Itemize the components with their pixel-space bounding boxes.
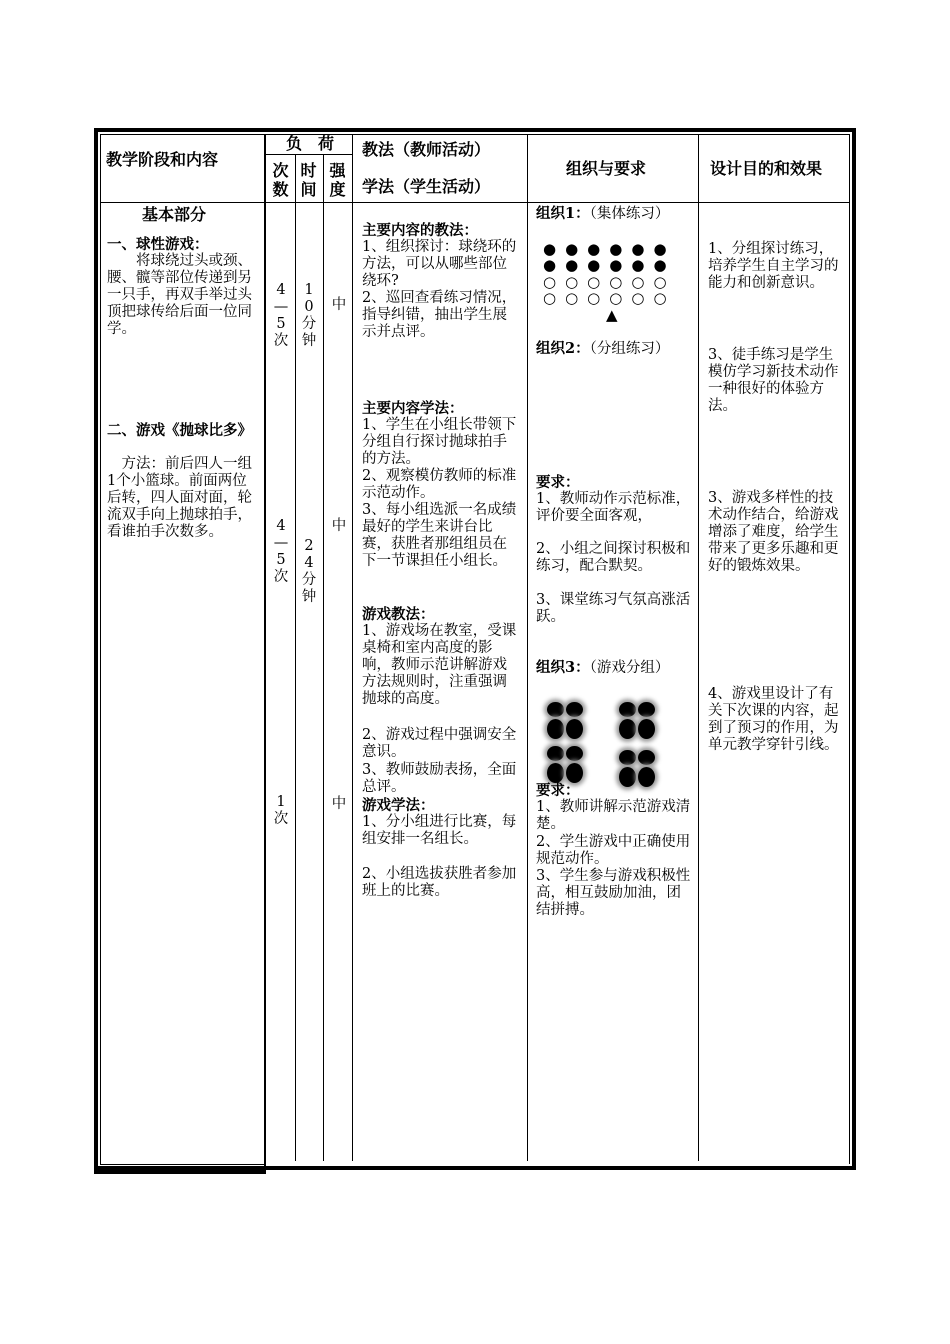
org2-heading	[536, 340, 692, 358]
load-time-1-char: 分	[301, 316, 317, 332]
teach-method-item: 2、巡回查看练习情况，指导纠错，抽出学生展示并点评。	[362, 290, 517, 340]
player-icon	[638, 750, 655, 765]
org3-heading	[536, 659, 692, 677]
req1-item: 1、教师动作示范标准，评价要全面客观，	[536, 491, 691, 524]
header-learn-method: 学法（学生活动）	[362, 177, 491, 196]
header-organization: 组织与要求	[566, 159, 647, 178]
stage-title: 基本部分	[142, 205, 207, 224]
load-time-1-char: 钟	[301, 333, 317, 349]
inner-border-right	[849, 134, 850, 1164]
inner-border-left	[100, 134, 101, 1164]
org2-note: （分组练习）	[589, 341, 670, 357]
game-group-figure	[616, 700, 664, 738]
load-time-2-char: 分	[301, 572, 317, 588]
game-group-figure	[616, 748, 664, 786]
player-icon	[619, 750, 636, 765]
teach-method-item: 1、组织探讨：球绕环的方法，可以从哪些部位绕环?	[362, 239, 517, 289]
load-count-2-char: 4	[276, 518, 286, 534]
org3-note: （游戏分组）	[589, 660, 670, 676]
header-bottom-line	[100, 202, 850, 203]
game-learn-title: 游戏学法：	[362, 797, 435, 814]
header-purpose: 设计目的和效果	[710, 159, 823, 178]
load-count-1	[272, 282, 290, 350]
teach-method-title: 主要内容的教法：	[362, 222, 478, 239]
col-sep-3	[323, 155, 324, 1161]
header-teach-method: 教法（教师活动）	[362, 140, 491, 159]
game-teach-title: 游戏教法：	[362, 606, 435, 623]
load-count-2	[272, 518, 290, 586]
purpose-item: 1、分组探讨练习，培养学生自主学习的能力和创新意识。	[708, 241, 839, 291]
load-intensity-2: 中	[331, 518, 347, 534]
inner-border-top	[100, 134, 850, 135]
load-count-2-char: 5	[276, 552, 286, 568]
game-teach-item: 1、游戏场在教室，受课桌椅和室内高度的影响，教师示范讲解游戏方法规则时，注重强调抛球的高度。	[362, 623, 517, 707]
org1-note: （集体练习）	[589, 206, 670, 222]
player-icon	[638, 719, 655, 739]
purpose-item: 4、游戏里设计了有关下次课的内容，起到了预习的作用，为单元教学穿针引线。	[708, 686, 839, 753]
col-sep-4	[352, 134, 353, 1161]
load-count-2-char: 次	[273, 569, 289, 585]
teacher-triangle-icon: ▲	[606, 306, 618, 324]
req1-item: 3、课堂练习气氛高涨活跃。	[536, 592, 691, 625]
load-count-1-char: 次	[273, 333, 289, 349]
player-icon	[547, 746, 564, 761]
player-icon	[547, 719, 564, 739]
load-count-3-char: 1	[276, 794, 286, 810]
formation-filled-row: ●●●●●●	[543, 240, 676, 258]
col-sep-6	[698, 134, 699, 1161]
player-icon	[547, 702, 564, 717]
formation-hollow-row: ○○○○○○	[543, 289, 676, 307]
learn-method-item: 2、观察模仿教师的标准示范动作。	[362, 468, 517, 501]
player-icon	[638, 702, 655, 717]
load-time-1-char: 1	[304, 282, 314, 298]
learn-method-title: 主要内容学法：	[362, 400, 464, 417]
header-stage-content: 教学阶段和内容	[106, 150, 219, 169]
stage-item1-title: 一、球性游戏：	[107, 236, 209, 253]
game-teach-item: 3、教师鼓励表扬，全面总评。	[362, 762, 517, 795]
player-icon	[619, 702, 636, 717]
game-teach-item: 2、游戏过程中强调安全意识。	[362, 727, 517, 760]
stage-item2-title: 二、游戏《抛球比多》	[107, 422, 252, 439]
player-icon	[566, 763, 583, 783]
col-sep-1	[264, 134, 266, 1170]
req1-title: 要求：	[536, 474, 580, 491]
game-learn-item: 2、小组选拔获胜者参加班上的比赛。	[362, 866, 517, 899]
load-intensity-1: 中	[331, 297, 347, 313]
frame-bottom-extension	[94, 1170, 266, 1174]
load-count-1-char: 4	[276, 282, 286, 298]
player-icon	[619, 719, 636, 739]
load-count-1-char: —	[273, 299, 289, 315]
inner-border-bottom	[100, 1164, 266, 1165]
col-sep-2	[295, 155, 296, 1161]
load-time-2-char: 钟	[301, 589, 317, 605]
load-intensity-3: 中	[331, 796, 347, 812]
header-load-time: 时间	[300, 161, 317, 199]
load-time-2-char: 2	[304, 538, 314, 554]
header-load: 负 荷	[286, 134, 335, 153]
header-load-intensity: 强度	[329, 161, 346, 199]
header-load-count: 次数	[272, 161, 289, 199]
stage-item1-text: 将球绕过头或颈、腰、髋等部位传递到另一只手，再双手举过头顶把球传给后面一位同学。	[107, 253, 252, 337]
load-count-1-char: 5	[276, 316, 286, 332]
player-icon	[619, 767, 636, 787]
game-group-figure	[544, 744, 592, 782]
load-count-2-char: —	[273, 535, 289, 551]
req1-item: 2、小组之间探讨积极和练习，配合默契。	[536, 541, 691, 574]
org2-label: 组织2：	[536, 340, 590, 357]
purpose-item: 3、游戏多样性的技术动作结合，给游戏增添了难度，给学生带来了更多乐趣和更好的锻炼效果。	[708, 490, 839, 574]
col-sep-5	[527, 134, 528, 1161]
game-learn-item: 1、分小组进行比赛，每组安排一名组长。	[362, 814, 517, 847]
req2-item: 3、学生参与游戏积极性高，相互鼓励加油，团结拼搏。	[536, 868, 691, 918]
player-icon	[566, 746, 583, 761]
org1-label: 组织1：	[536, 205, 590, 222]
load-time-1	[300, 282, 318, 350]
load-count-3	[272, 794, 290, 828]
game-group-figure	[544, 700, 592, 738]
player-icon	[638, 767, 655, 787]
player-icon	[547, 763, 564, 783]
formation-hollow-row: ○○○○○○	[543, 273, 676, 291]
org3-label: 组织3：	[536, 659, 590, 676]
req2-title: 要求：	[536, 782, 580, 799]
learn-method-item: 3、每小组选派一名成绩最好的学生来讲台比赛，获胜者那组组员在下一节课担任小组长。	[362, 502, 517, 569]
formation-filled-row: ●●●●●●	[543, 256, 676, 274]
req2-item: 2、学生游戏中正确使用规范动作。	[536, 834, 691, 867]
req2-item: 1、教师讲解示范游戏清楚。	[536, 799, 691, 832]
player-icon	[566, 719, 583, 739]
load-time-2	[300, 538, 318, 606]
player-icon	[566, 702, 583, 717]
learn-method-item: 1、学生在小组长带领下分组自行探讨抛球拍手的方法。	[362, 417, 517, 467]
load-time-1-char: 0	[304, 299, 314, 315]
load-subheader-line	[264, 154, 353, 155]
org1-heading	[536, 205, 692, 223]
load-time-2-char: 4	[304, 555, 314, 571]
stage-item2-text: 方法：前后四人一组1个小篮球。前面两位后转，四人面对面，轮流双手向上抛球拍手，看谁拍手次数多。	[107, 456, 252, 540]
purpose-item: 3、徒手练习是学生模仿学习新技术动作一种很好的体验方法。	[708, 347, 839, 414]
load-count-3-char: 次	[273, 811, 289, 827]
